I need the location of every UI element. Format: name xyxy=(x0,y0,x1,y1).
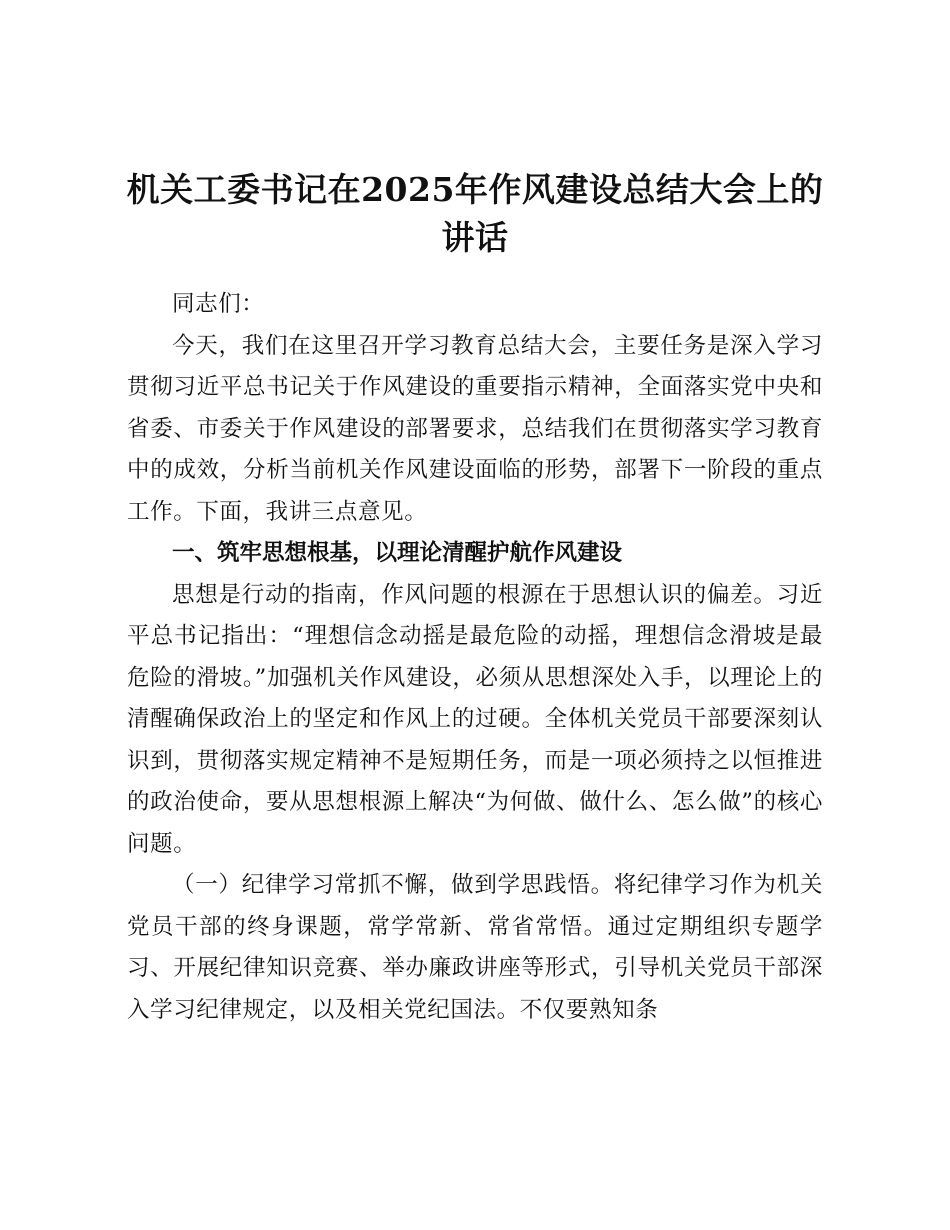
section-1-paragraph: 思想是行动的指南，作风问题的根源在于思想认识的偏差。习近平总书记指出：“理想信念动摇是最危险的动摇，理想信念滑坡是最危险的滑坡。”加强机关作风建设，必须从思想深处入手，以理论上的清醒确保政治上的坚定和作风上的过硬。全体机关党员干部要深刻认识到，贯彻落实规定精神不是短期任务，而是一项必须持之以恒推进的政治使命，要从思想根源上解决“为何做、做什么、怎么做”的核心问题。 xyxy=(127,581,823,857)
salutation: 同志们： xyxy=(172,291,265,317)
subsection-1-paragraph: （一）纪律学习常抓不懈，做到学思践悟。将纪律学习作为机关党员干部的终身课题，常学常新、常省常悟。通过定期组织专题学习、开展纪律知识竞赛、举办廉政讲座等形式，引导机关党员干部深入学习纪律规定，以及相关党纪国法。不仅要熟知条 xyxy=(127,872,823,1023)
document-title: 机关工委书记在2025年作风建设总结大会上的讲话 xyxy=(126,170,824,257)
document-body xyxy=(127,284,823,1031)
section-heading-1: 一、筑牢思想根基，以理论清醒护航作风建设 xyxy=(172,540,623,566)
intro-paragraph: 今天，我们在这里召开学习教育总结大会，主要任务是深入学习贯彻习近平总书记关于作风建设的重要指示精神，全面落实党中央和省委、市委关于作风建设的部署要求，总结我们在贯彻落实学习教育中的成效，分析当前机关作风建设面临的形势，部署下一阶段的重点工作。下面，我讲三点意见。 xyxy=(127,332,823,525)
